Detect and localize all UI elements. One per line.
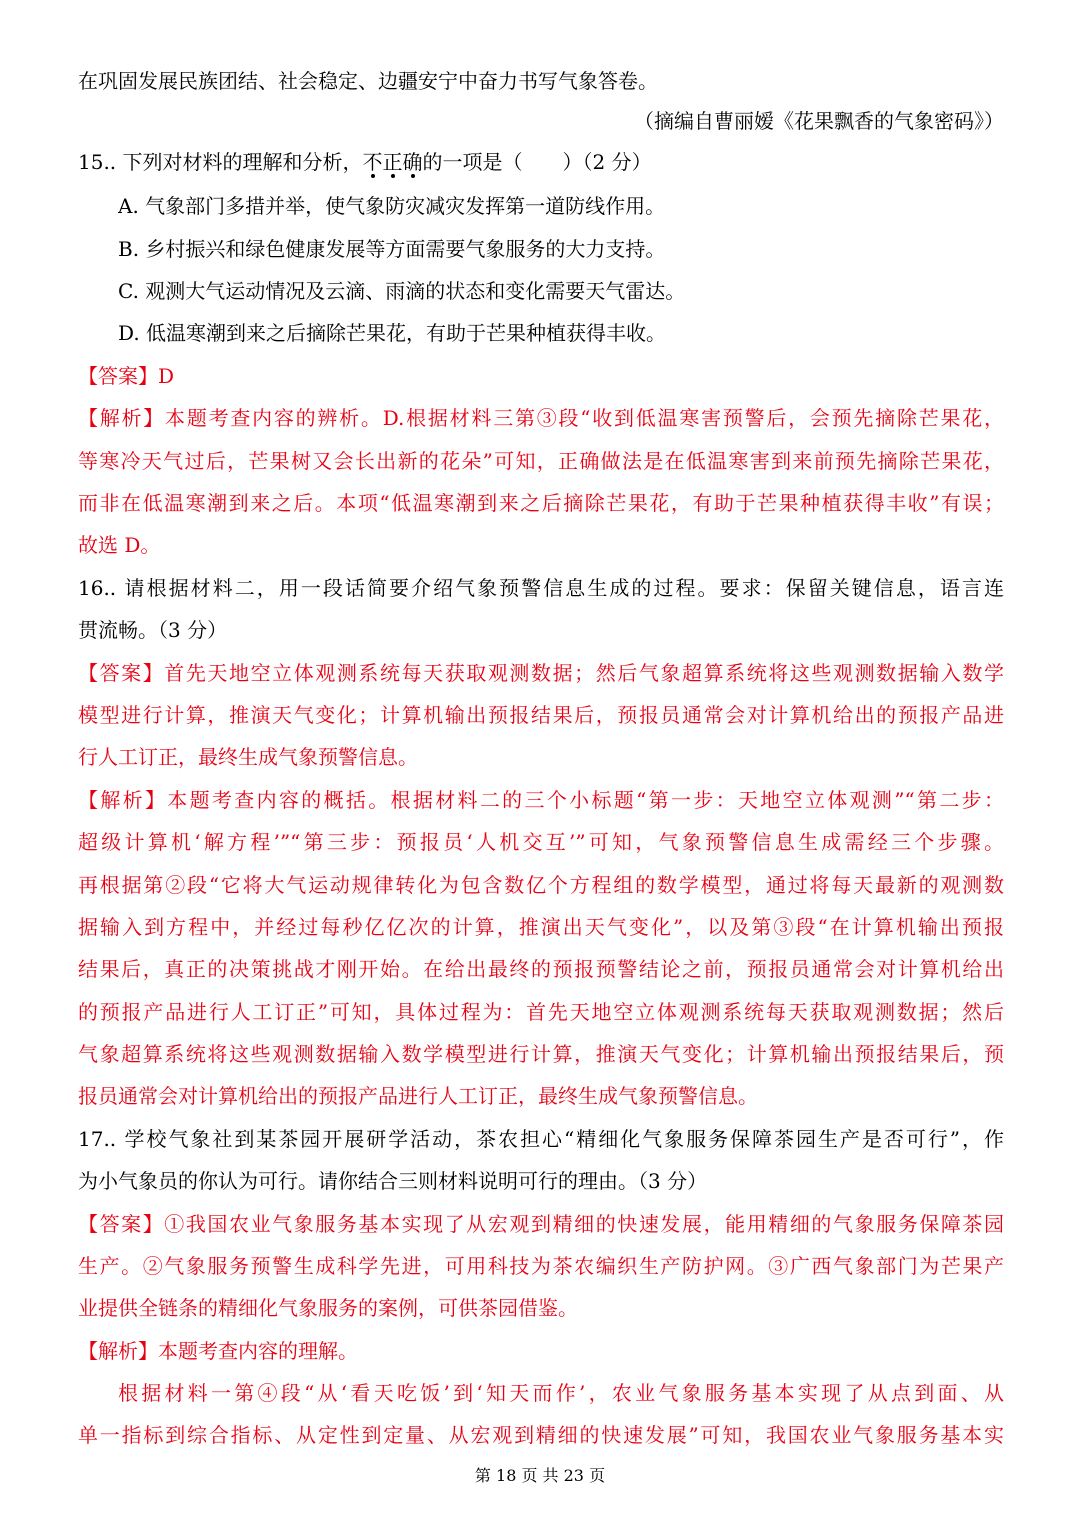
- answer-17-line: 【答案】①我国农业气象服务基本实现了从宏观到精细的快速发展，能用精细的气象服务保障茶园: [78, 1212, 1004, 1236]
- question-17: 为小气象员的你认为可行。请你结合三则材料说明可行的理由。（3 分）: [78, 1169, 708, 1193]
- answer-15: 【答案】D: [78, 364, 175, 388]
- emphasis-text: [363, 150, 423, 174]
- analysis-15-line: 而非在低温寒潮到来之后。本项“低温寒潮到来之后摘除芒果花，有助于芒果种植获得丰收”有误；: [78, 491, 1004, 515]
- question-16: 贯流畅。（3 分）: [78, 618, 228, 642]
- analysis-16-line: 【解析】本题考查内容的概括。根据材料二的三个小标题“第一步：天地空立体观测”“第二步：: [78, 788, 1004, 812]
- analysis-16-line: 据输入到方程中，并经过每秒亿亿次的计算，推演出天气变化”，以及第③段“在计算机输出预报: [78, 915, 1004, 939]
- analysis-16-line: 超级计算机‘解方程’”“第三步：预报员‘人机交互’”可知，气象预警信息生成需经三个步骤。: [78, 830, 1004, 854]
- option-d: D. 低温寒潮到来之后摘除芒果花，有助于芒果种植获得丰收。: [118, 321, 667, 345]
- analysis-17-line: 单一指标到综合指标、从定性到定量、从宏观到精细的快速发展”可知，我国农业气象服务基本实: [78, 1423, 1004, 1447]
- analysis-15-line: 故选 D。: [78, 533, 161, 557]
- answer-17-line: 业提供全链条的精细化气象服务的案例，可供茶园借鉴。: [78, 1296, 578, 1320]
- answer-16-line: 【答案】首先天地空立体观测系统每天获取观测数据；然后气象超算系统将这些观测数据输入数学: [78, 661, 1004, 685]
- analysis-15-line: 等寒冷天气过后，芒果树又会长出新的花朵”可知，正确做法是在低温寒害到来前预先摘除芒果花，: [78, 449, 1004, 473]
- analysis-15-line: 【解析】本题考查内容的辨析。D.根据材料三第③段“收到低温寒害预警后，会预先摘除芒果花，: [78, 406, 1004, 430]
- answer-17-line: 生产。②气象服务预警生成科学先进，可用科技为茶农编织生产防护网。③广西气象部门为芒果产: [78, 1254, 1004, 1278]
- analysis-16-line: 报员通常会对计算机给出的预报产品进行人工订正，最终生成气象预警信息。: [78, 1084, 758, 1108]
- question-15: [78, 141, 1004, 183]
- analysis-17-line: 【解析】本题考查内容的理解。: [78, 1339, 358, 1363]
- page-footer: 第 18 页 共 23 页: [474, 1466, 606, 1485]
- option-a: A. 气象部门多措并举，使气象防灾减灾发挥第一道防线作用。: [118, 194, 666, 218]
- emphasis-char: 正: [382, 150, 403, 174]
- answer-16-line: 模型进行计算，推演天气变化；计算机输出预报结果后，预报员通常会对计算机给出的预报产品进: [78, 703, 1004, 727]
- analysis-16-line: 的预报产品进行人工订正”可知，具体过程为：首先天地空立体观测系统每天获取观测数据；然后: [78, 1000, 1004, 1024]
- option-b: B. 乡村振兴和绿色健康发展等方面需要气象服务的大力支持。: [118, 237, 666, 261]
- source-citation: （摘编自曹丽嫒《花果飘香的气象密码》）: [634, 109, 1004, 133]
- analysis-17-line: 根据材料一第④段“从‘看天吃饭’到‘知天而作’，农业气象服务基本实现了从点到面、从: [118, 1381, 1004, 1405]
- question-16: 16.. 请根据材料二，用一段话简要介绍气象预警信息生成的过程。要求：保留关键信息，语言连: [78, 576, 1004, 600]
- question-17: 17.. 学校气象社到某茶园开展研学活动，茶农担心“精细化气象服务保障茶园生产是否可行”，作: [78, 1127, 1004, 1151]
- analysis-16-line: 再根据第②段“它将大气运动规律转化为包含数亿个方程组的数学模型，通过将每天最新的观测数: [78, 873, 1004, 897]
- question-15-suffix: 的一项是（ ）（2 分）: [422, 150, 652, 174]
- analysis-16-line: 结果后，真正的决策挑战才刚开始。在给出最终的预报预警结论之前，预报员通常会对计算机给出: [78, 957, 1004, 981]
- text-line: 在巩固发展民族团结、社会稳定、边疆安宁中奋力书写气象答卷。: [78, 69, 658, 93]
- question-15-prefix: 15.. 下列对材料的理解和分析，: [78, 150, 363, 174]
- emphasis-char: 确: [402, 150, 423, 174]
- answer-16-line: 行人工订正，最终生成气象预警信息。: [78, 745, 418, 769]
- option-c: C. 观测大气运动情况及云滴、雨滴的状态和变化需要天气雷达。: [118, 279, 686, 303]
- emphasis-char: 不: [362, 150, 383, 174]
- analysis-16-line: 气象超算系统将这些观测数据输入数学模型进行计算，推演天气变化；计算机输出预报结果后，预: [78, 1042, 1004, 1066]
